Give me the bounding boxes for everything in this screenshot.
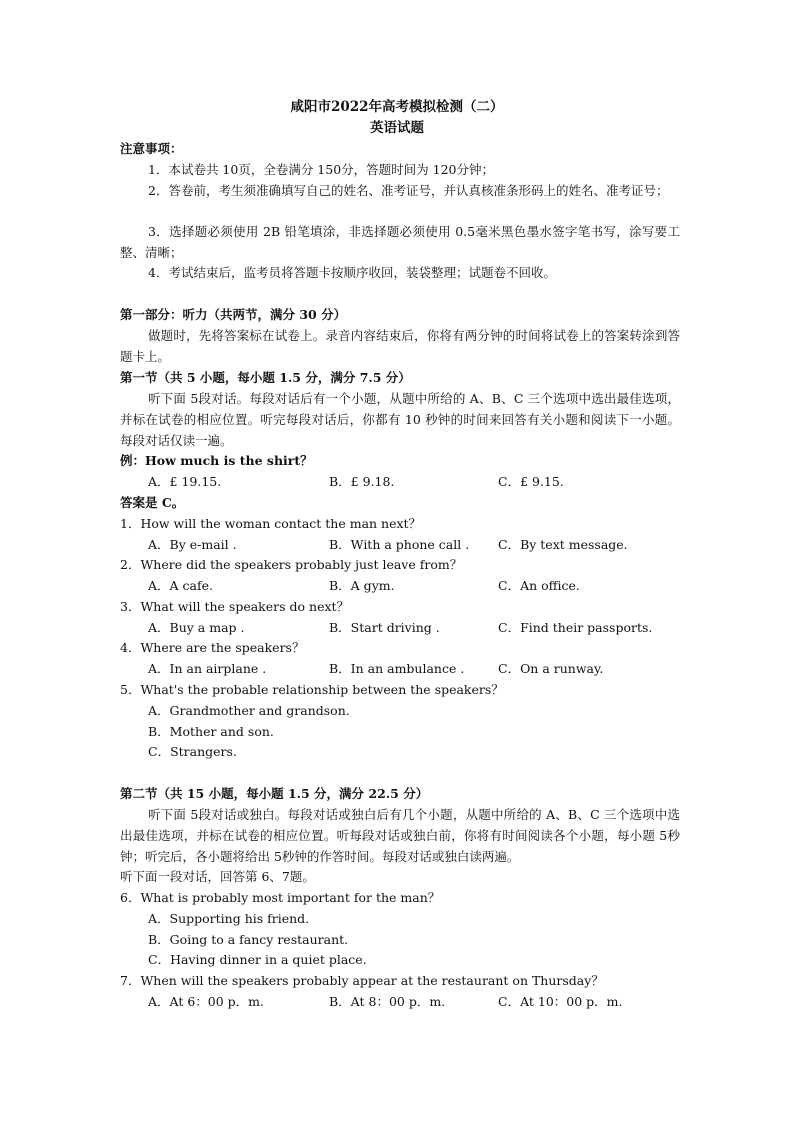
question-7: 7．When will the speakers probably appear at the restaurant on Thursday？ [120,973,604,988]
question-5-option-a: A．Grandmother and grandson. [148,703,350,718]
example-answer: 答案是 C。 [120,495,185,510]
question-4: 4．Where are the speakers？ [120,640,305,655]
question-5-option-c: C．Strangers. [148,744,237,759]
question-4-option-c: C．On a runway. [498,661,604,676]
question-3-option-b: B．Start driving . [329,620,440,635]
question-6-option-b: B．Going to a fancy restaurant. [148,932,349,947]
question-1-option-b: B．With a phone call . [329,537,470,552]
question-2-option-b: B．A gym. [329,578,395,593]
question-6-option-c: C．Having dinner in a quiet place. [148,952,367,967]
question-5-option-b: B．Mother and son. [148,724,274,739]
question-4-option-b: B．In an ambulance . [329,661,465,676]
question-6: 6．What is probably most important for the man？ [120,890,441,905]
question-1-option-c: C．By text message. [498,537,628,552]
question-2: 2．Where did the speakers probably just leave from？ [120,557,463,572]
section2-heading: 第二节（共 15 小题，每小题 1.5 分，满分 22.5 分） [120,786,429,801]
question-7-option-b: B．At 8：00 p．m. [329,994,446,1009]
section2-intro: 听下面 5段对话或独白。每段对话或独白后有几个小题，从题中所给的 A、B、C 三个选项中选出最佳选项，并标在试卷的相应位置。听每段对话或独白前，你将有时间阅读各个小题，每小题 5秒钟；听完后，各小题将给出 5秒钟的作答时间。每段对话或独白读两遍。 [120,807,680,864]
example-option-a: A．£ 19.15. [148,474,222,489]
question-7-option-c: C．At 10：00 p．m. [498,994,623,1009]
question-5: 5．What's the probable relationship between the speakers？ [120,682,504,697]
question-3-option-c: C．Find their passports. [498,620,653,635]
question-3: 3．What will the speakers do next？ [120,599,350,614]
example-question: 例：How much is the shirt？ [120,453,313,468]
section1-heading: 第一节（共 5 小题，每小题 1.5 分，满分 7.5 分） [120,370,411,385]
page-subtitle: 英语试题 [370,120,424,136]
question-1-option-a: A．By e-mail . [148,537,237,552]
question-7-option-a: A．At 6：00 p．m. [148,994,264,1009]
notes-item-4: 4．考试结束后，监考员将答题卡按顺序收回，装袋整理；试题卷不回收。 [148,265,556,280]
question-2-option-a: A．A cafe. [148,578,213,593]
question-1: 1．How will the woman contact the man next？ [120,516,422,531]
example-option-b: B．£ 9.18. [329,474,395,489]
question-4-option-a: A．In an airplane . [148,661,267,676]
section2-lead: 听下面一段对话，回答第 6、7题。 [120,869,315,884]
question-6-option-a: A．Supporting his friend. [148,911,310,926]
part1-heading: 第一部分：听力（共两节，满分 30 分） [120,307,347,322]
section1-intro: 听下面 5段对话。每段对话后有一个小题，从题中所给的 A、B、C 三个选项中选出最佳选项，并标在试卷的相应位置。听完每段对话后，你都有 10 秒钟的时间来回答有关小题和阅读下一小题。每段对话仅读一遍。 [120,391,680,448]
question-3-option-a: A．Buy a map . [148,620,245,635]
notes-item-2: 2．答卷前，考生须准确填写自己的姓名、准考证号，并认真核准条形码上的姓名、准考证号； [148,183,669,198]
page-title: 咸阳市2022年高考模拟检测（二） [290,99,504,115]
question-2-option-c: C．An office. [498,578,580,593]
example-option-c: C．£ 9.15. [498,474,564,489]
notes-item-1: 1．本试卷共 10页，全卷满分 150分，答题时间为 120分钟； [148,162,494,177]
part1-intro: 做题时，先将答案标在试卷上。录音内容结束后，你将有两分钟的时间将试卷上的答案转涂到答题卡上。 [120,328,680,364]
notes-item-3: 3．选择题必须使用 2B 铅笔填涂，非选择题必须使用 0.5毫米黑色墨水签字笔书写，涂写要工整、清晰； [120,224,680,260]
notes-heading: 注意事项： [120,141,183,156]
